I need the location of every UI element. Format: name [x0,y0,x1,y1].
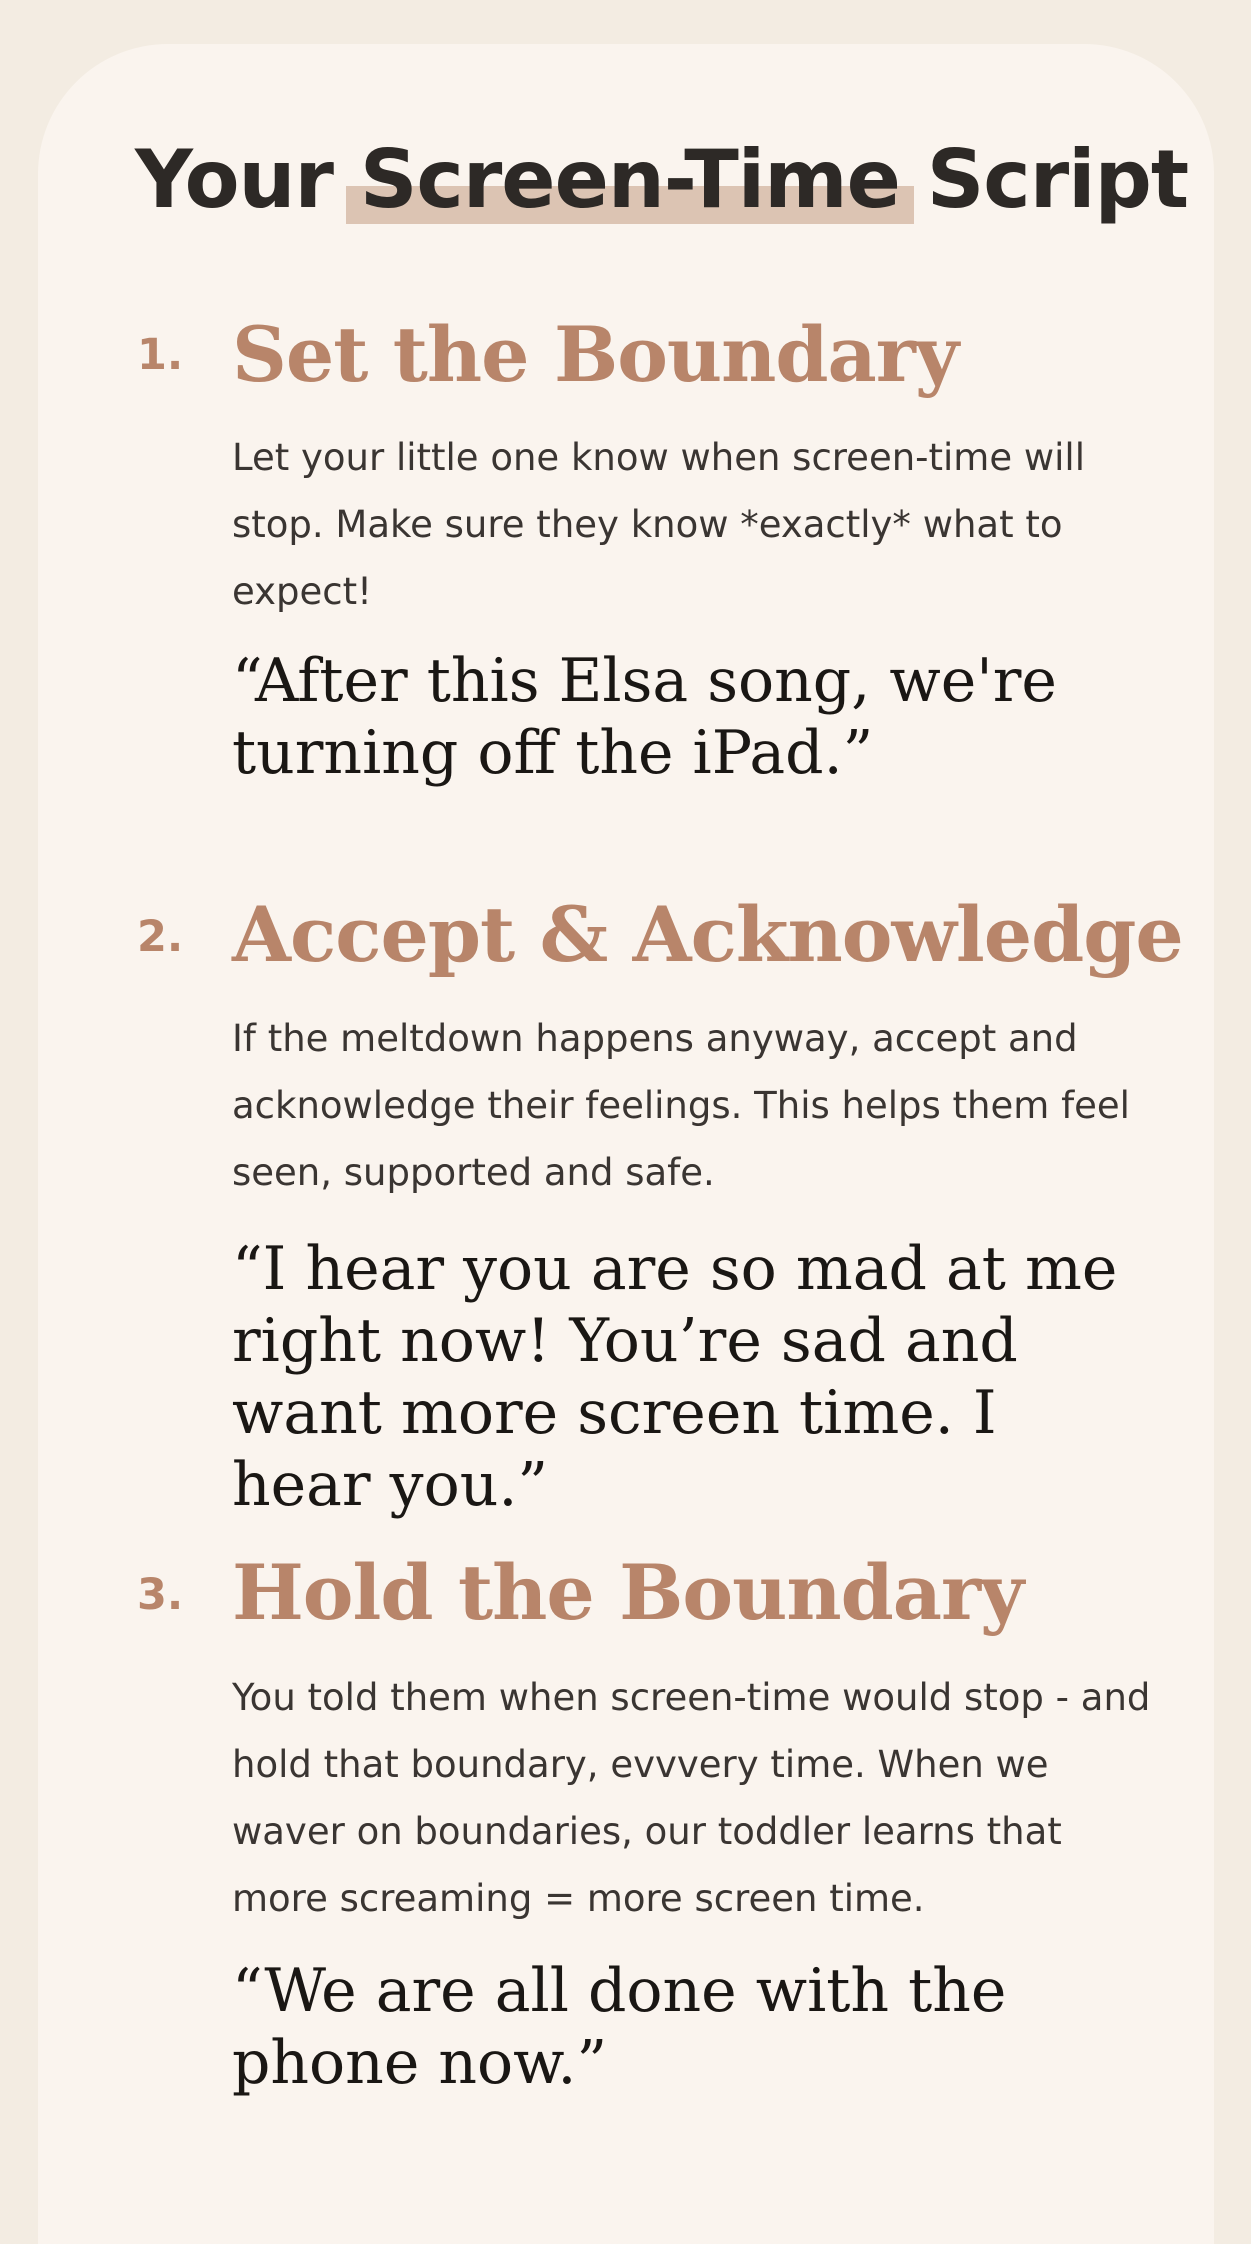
title-suffix: Script [926,133,1189,226]
step-heading: Accept & Acknowledge [232,890,1183,979]
step-heading: Set the Boundary [232,310,959,399]
title-highlight-text: Screen-Time [359,133,900,226]
title-highlight [360,130,900,230]
step-heading: Hold the Boundary [232,1548,1024,1637]
step-quote: “We are all done with the phone now.” [232,1956,1007,2098]
step-number: 1. [137,330,184,380]
step-description: If the meltdown happens anyway, accept and acknowledge their feelings. This helps them feel seen, supported and safe. [232,1017,1130,1194]
step-number: 3. [137,1570,184,1620]
step-quote: “After this Elsa song, we're turning off the iPad.” [232,646,1057,788]
step-description: Let your little one know when screen-time will stop. Make sure they know *exactly* what to expect! [232,436,1085,613]
step-number: 2. [137,912,184,962]
step-quote: “I hear you are so mad at me right now! You’re sad and want more screen time. I hear you.” [232,1234,1118,1520]
page-title [135,130,1188,230]
step-description: You told them when screen-time would stop - and hold that boundary, evvvery time. When we waver on boundaries, our toddler learns that more screaming = more screen time. [232,1676,1151,1920]
title-prefix: Your [135,133,333,226]
